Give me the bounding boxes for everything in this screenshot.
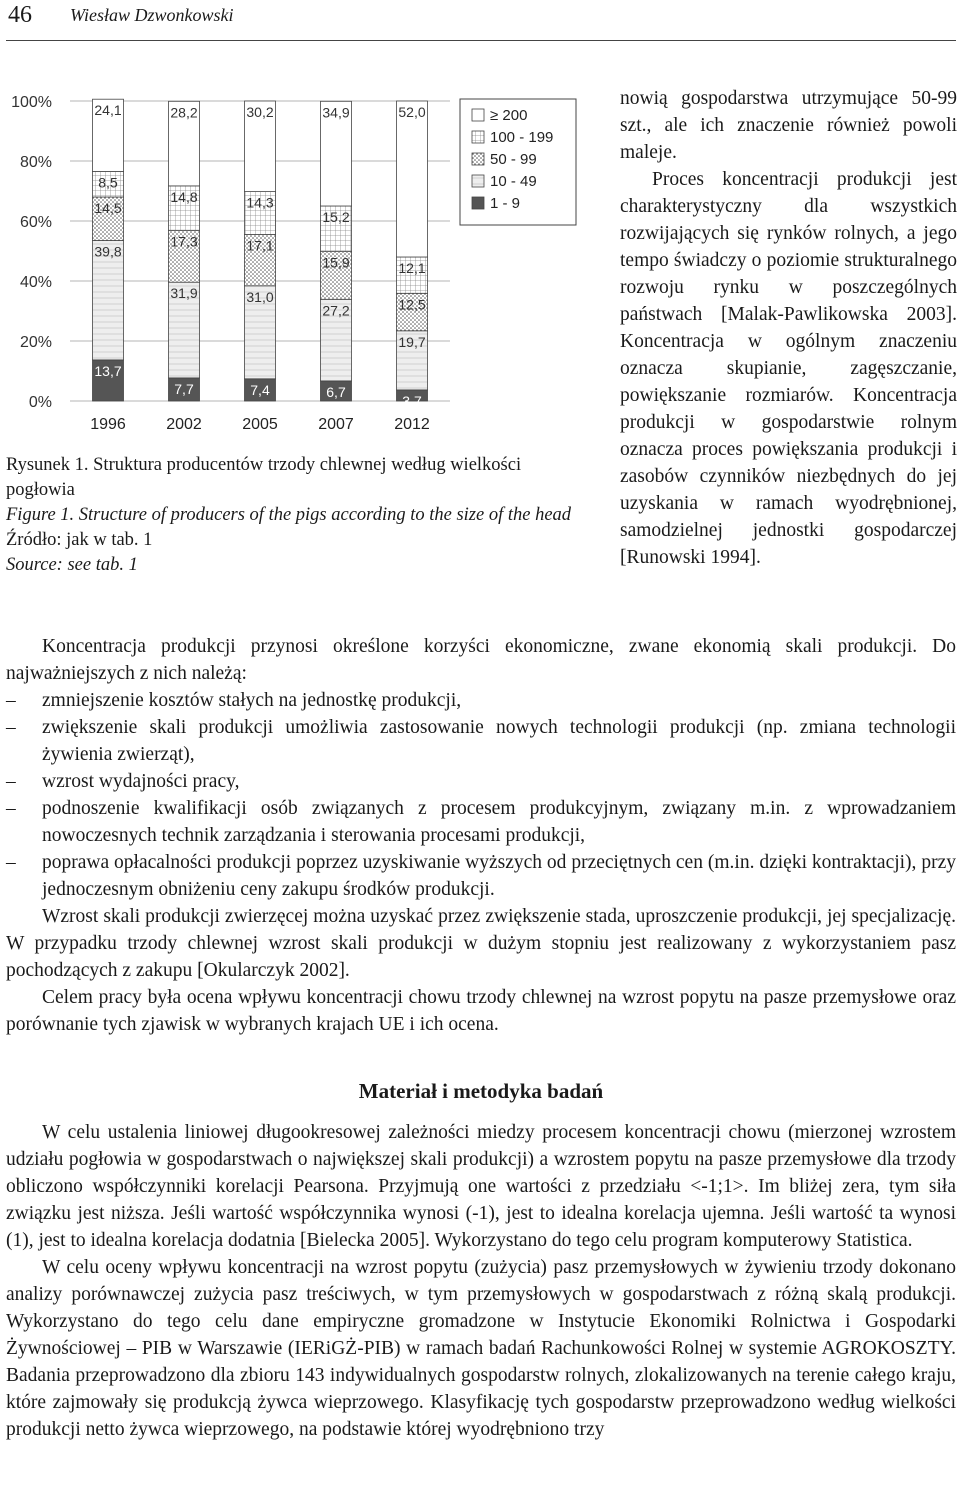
source-english: Source: see tab. 1 [6, 555, 138, 575]
paragraph-wzrost-skali: Wzrost skali produkcji zwierzęcej można uzyskać przez zwiększenie stada, uproszczenie produkcji, jej specjalizację. W przypadku trzody chlewnej wzrost skali produkcji w dużym stopniu jest realizowany z wykorzystaniem pasz pochodzących z zakupu [Okularczyk 2002]. [6, 906, 956, 981]
legend-swatch [472, 109, 484, 121]
x-tick-label: 2007 [318, 416, 354, 433]
data-label: 13,7 [94, 362, 122, 379]
y-tick-label: 20% [19, 334, 52, 351]
y-tick-label: 80% [19, 154, 52, 171]
data-label: 14,5 [94, 200, 122, 216]
stacked-bar-chart [0, 85, 590, 445]
chart-legend [460, 99, 576, 225]
data-label: 14,8 [170, 188, 198, 205]
data-label: 39,8 [94, 243, 122, 260]
data-label: 6,7 [326, 383, 346, 400]
legend-swatch [472, 175, 484, 187]
x-tick-label: 1996 [90, 416, 126, 433]
page-header [6, 0, 956, 41]
legend-swatch [472, 131, 484, 143]
data-label: 12,5 [398, 296, 426, 313]
data-label: 14,3 [246, 194, 274, 211]
data-label: 15,2 [322, 209, 350, 225]
bar-segment [397, 101, 428, 257]
data-label: 7,7 [174, 380, 194, 397]
paragraph-ekonomia-skali: Koncentracja produkcji przynosi określone korzyści ekonomiczne, zwane ekonomią skali produkcji. Do najważniejszych z nich należą: [6, 636, 956, 684]
caption-english: Figure 1. Structure of producers of the pigs according to the size of the head [6, 505, 572, 525]
main-text [6, 633, 956, 1443]
legend-swatch [472, 153, 484, 165]
x-tick-label: 2002 [166, 416, 202, 433]
figure-caption [6, 453, 591, 578]
paragraph-metodyka-2: W celu oceny wpływu koncentracji na wzrost popytu (zużycia) pasz przemysłowych w żywieniu trzody dokonano analizy porównawczej zużycia pasz treściwych, w tym przemysłowych w gospodarstwach z różną skalą produkcji. Wykorzystano do tego celu dane empiryczne gromadzone w Instytucie Ekonomiki Rolnictwa i Gospodarki Żywnościowej – PIB w Warszawie (IERiGŻ-PIB) w ramach badań Rachunkowości Rolnej w systemie AGROKOSZTY. Badania przeprowadzono dla zbioru 143 indywidualnych gospodarstw rolnych, zlokalizowanych na terenie całego kraju, które zajmowały się produkcją żywca wieprzowego. Klasyfikację tych gospodarstw przeprowadzono według wielkości produkcji netto żywca wieprzowego, na podstawie której wyodrębniono trzy [6, 1257, 956, 1440]
source-polish: Źródło: jak w tab. 1 [6, 530, 153, 550]
side-column [620, 85, 957, 571]
legend-label: ≥ 200 [490, 107, 528, 124]
y-tick-label: 100% [11, 94, 52, 111]
paragraph-cel-pracy: Celem pracy była ocena wpływu koncentracji chowu trzody chlewnej na wzrost popytu na pasze przemysłowe oraz porównanie tych zjawisk w wybranych krajach UE i ich ocena. [6, 987, 956, 1035]
legend-label: 100 - 199 [490, 129, 554, 146]
data-label: 24,1 [94, 102, 122, 119]
data-label: 7,4 [250, 381, 270, 398]
legend-label: 1 - 9 [490, 195, 521, 212]
y-tick-label: 40% [19, 274, 52, 291]
data-label: 19,7 [398, 333, 426, 350]
list-item: – zmniejszenie kosztów stałych na jednostkę produkcji, [6, 687, 956, 714]
legend-swatch [472, 197, 484, 209]
list-item: – podnoszenie kwalifikacji osób związanych z procesem produkcyjnym, związany m.in. z wprowadzaniem nowoczesnych technik zarządzania i sterowania procesami produkcji, [6, 795, 956, 849]
benefits-list [6, 687, 956, 903]
data-label: 27,2 [322, 302, 350, 319]
x-tick-label: 2012 [394, 416, 430, 433]
data-label: 34,9 [322, 104, 350, 121]
side-paragraph-1: nowią gospodarstwa utrzymujące 50-99 szt., ale ich znaczenie również powoli maleje. [620, 88, 957, 163]
data-label: 12,1 [398, 260, 426, 276]
data-label: 3,7 [402, 392, 422, 409]
list-item: – wzrost wydajności pracy, [6, 768, 956, 795]
data-label: 31,9 [170, 285, 198, 302]
list-item: – poprawa opłacalności produkcji poprzez uzyskiwanie wyższych od przeciętnych cen (m.in. dzięki kontraktacji), przy jednoczesnym obniżeniu ceny zakupu środków produkcji. [6, 849, 956, 903]
side-paragraph-2: Proces koncentracji produkcji jest charakterystyczny dla wszystkich rozwijających się rynków rolnych, a jego tempo świadczy o poziomie strukturalnego rozwoju rynku w poszczególnych państwach [Malak-Pawlikowska 2003]. Koncentracja w ogólnym znaczeniu oznacza skupianie, zagęszczanie, powiększanie rozmiarów. Koncentracja produkcji w gospodarstwie rolnym oznacza proces powiększania produkcji i zasobów czynników niezbędnych do jej uzyskania w ramach wyodrębnionej, samodzielnej jednostki gospodarczej [Runowski 1994]. [620, 169, 957, 568]
data-label: 17,1 [246, 237, 274, 254]
data-label: 17,3 [170, 233, 198, 250]
legend-label: 10 - 49 [490, 173, 537, 190]
legend-label: 50 - 99 [490, 151, 537, 168]
paragraph-metodyka-1: W celu ustalenia liniowej długookresowej zależności miedzy procesem koncentracji chowu (mierzonej wzrostem udziału pogłowia w gospodarstwach o największej skali produkcji) a wzrostem popytu na pasze przemysłowe dla trzody obliczono współczynniki korelacji Pearsona. Przyjmują one wartości z przedziału <-1;1>. Im bliżej zera, tym siła związku jest niższa. Jeśli wartość współczynnika wynosi (-1), jest to idealna korelacja ujemna. Jeśli wartość ta wynosi (1), jest to idealna korelacja dodatnia [Bielecka 2005]. Wykorzystano do tego celu program komputerowy Statistica. [6, 1122, 956, 1251]
section-title: Materiał i metodyka badań [358, 1079, 604, 1103]
data-label: 31,0 [246, 288, 274, 305]
page-number: 46 [8, 2, 32, 28]
x-tick-label: 2005 [242, 416, 278, 433]
y-tick-label: 0% [28, 394, 52, 411]
data-label: 28,2 [170, 104, 198, 121]
data-label: 52,0 [398, 104, 426, 120]
data-label: 15,9 [322, 254, 350, 271]
caption-polish: Rysunek 1. Struktura producentów trzody chlewnej według wielkości pogłowia [6, 455, 522, 500]
list-item: – zwiększenie skali produkcji umożliwia zastosowanie nowych technologii produkcji (np. zmiana technologii żywienia zwierząt), [6, 714, 956, 768]
data-label: 30,2 [246, 104, 274, 120]
y-tick-label: 60% [19, 214, 52, 231]
data-label: 8,5 [98, 174, 118, 191]
running-head-author: Wiesław Dzwonkowski [70, 5, 234, 25]
